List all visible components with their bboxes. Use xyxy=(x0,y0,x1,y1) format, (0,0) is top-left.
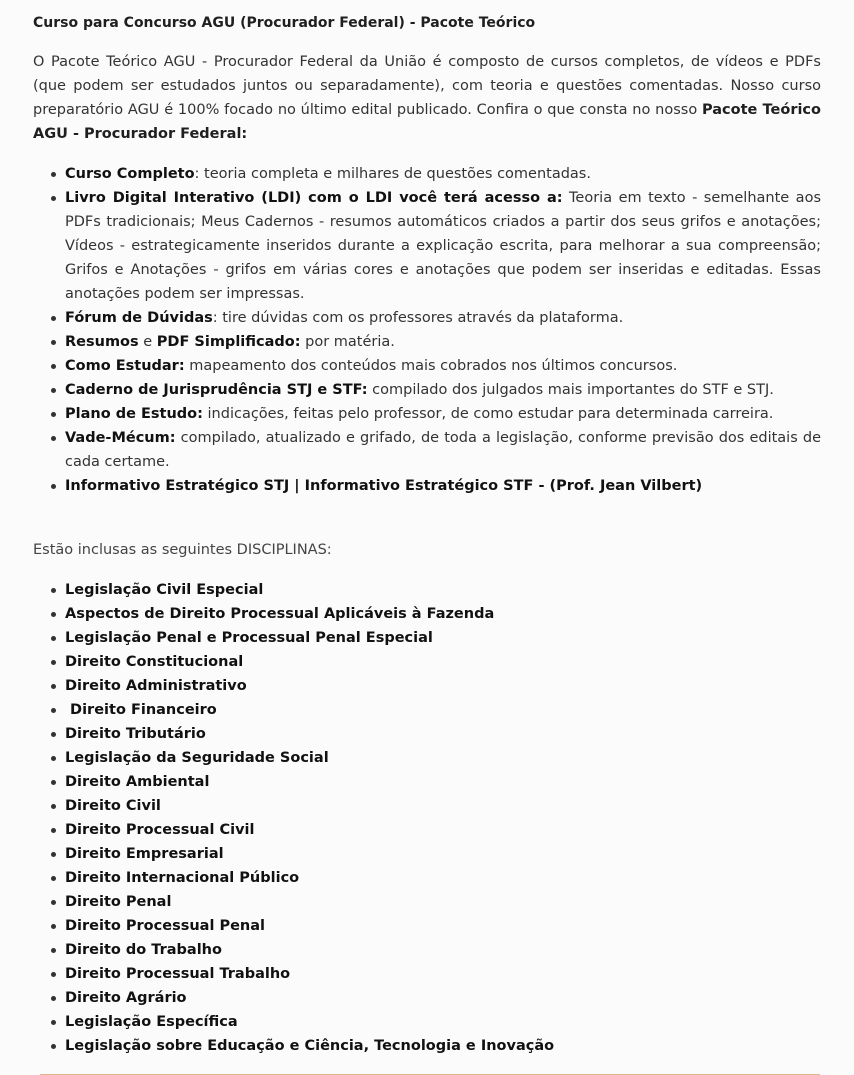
feature-title: Caderno de Jurisprudência STJ e STF: xyxy=(65,382,368,398)
feature-text: por matéria. xyxy=(300,334,395,350)
discipline-item: Direito Processual Penal xyxy=(65,914,821,938)
discipline-item: Legislação Penal e Processual Penal Especial xyxy=(65,626,821,650)
feature-text: Teoria em texto - semelhante aos PDFs tradicionais; Meus Cadernos - resumos automáticos criados a partir dos seus grifos e anotações; Vídeos - estrategicamente inseridos durante a explicação escrita, para melhorar a sua compreensão; Grifos e Anotações - grifos em várias cores e anotações que podem ser inseridas e editadas. Essas anotações podem ser impressas. xyxy=(65,190,821,302)
disciplines-label: Estão inclusas as seguintes DISCIPLINAS: xyxy=(33,542,332,558)
feature-item xyxy=(65,426,821,474)
page-title: Curso para Concurso AGU (Procurador Federal) - Pacote Teórico xyxy=(33,15,536,31)
discipline-item: Legislação sobre Educação e Ciência, Tecnologia e Inovação xyxy=(65,1034,821,1058)
feature-text: : teoria completa e milhares de questões comentadas. xyxy=(194,166,591,182)
feature-title: Informativo Estratégico STJ | Informativo Estratégico STF - (Prof. Jean Vilbert) xyxy=(65,478,703,494)
discipline-item: Direito Tributário xyxy=(65,722,821,746)
feature-title: Como Estudar: xyxy=(65,358,185,374)
feature-item xyxy=(65,186,821,306)
discipline-item: Direito Penal xyxy=(65,890,821,914)
discipline-item: Legislação da Seguridade Social xyxy=(65,746,821,770)
feature-title: Plano de Estudo: xyxy=(65,406,203,422)
feature-title-2: PDF Simplificado: xyxy=(156,334,301,350)
discipline-item: Direito Ambiental xyxy=(65,770,821,794)
feature-title: Livro Digital Interativo (LDI) com o LDI você terá acesso a: xyxy=(65,190,563,206)
feature-item xyxy=(65,402,821,426)
disciplines-list xyxy=(33,578,821,1058)
feature-text: indicações, feitas pelo professor, de como estudar para determinada carreira. xyxy=(202,406,774,422)
discipline-item: Legislação Específica xyxy=(65,1010,821,1034)
feature-text: compilado dos julgados mais importantes do STF e STJ. xyxy=(367,382,774,398)
discipline-item: Direito Processual Civil xyxy=(65,818,821,842)
feature-title: Resumos xyxy=(65,334,139,350)
discipline-item: Direito Constitucional xyxy=(65,650,821,674)
spacer xyxy=(33,498,821,538)
feature-text: mapeamento dos conteúdos mais cobrados nos últimos concursos. xyxy=(184,358,678,374)
feature-title: Vade-Mécum: xyxy=(65,430,176,446)
discipline-item: Direito Empresarial xyxy=(65,842,821,866)
discipline-item: Direito do Trabalho xyxy=(65,938,821,962)
feature-item xyxy=(65,474,821,498)
feature-title: Curso Completo xyxy=(65,166,195,182)
discipline-item: Aspectos de Direito Processual Aplicáveis à Fazenda xyxy=(65,602,821,626)
discipline-item: Legislação Civil Especial xyxy=(65,578,821,602)
discipline-item: Direito Agrário xyxy=(65,986,821,1010)
intro-bold: Pacote Teórico AGU - Procurador Federal: xyxy=(33,102,821,142)
feature-list xyxy=(33,162,821,498)
discipline-item: Direito Processual Trabalho xyxy=(65,962,821,986)
intro-text: O Pacote Teórico AGU - Procurador Federal da União é composto de cursos completos, de vídeos e PDFs (que podem ser estudados juntos ou separadamente), com teoria e questões comentadas. Nosso curso preparatório AGU é 100% focado no último edital publicado. Confira o que consta no nosso xyxy=(33,54,821,118)
feature-title: Fórum de Dúvidas xyxy=(65,310,213,326)
feature-item xyxy=(65,330,821,354)
discipline-item: Direito Financeiro xyxy=(65,698,821,722)
discipline-item: Direito Internacional Público xyxy=(65,866,821,890)
feature-item xyxy=(65,162,821,186)
feature-item xyxy=(65,378,821,402)
intro-paragraph xyxy=(33,50,821,146)
feature-item xyxy=(65,354,821,378)
feature-connector: e xyxy=(138,334,157,350)
discipline-item: Direito Administrativo xyxy=(65,674,821,698)
feature-text: : tire dúvidas com os professores através da plataforma. xyxy=(212,310,624,326)
feature-item xyxy=(65,306,821,330)
discipline-item: Direito Civil xyxy=(65,794,821,818)
feature-text: compilado, atualizado e grifado, de toda a legislação, conforme previsão dos editais de cada certame. xyxy=(65,430,821,470)
